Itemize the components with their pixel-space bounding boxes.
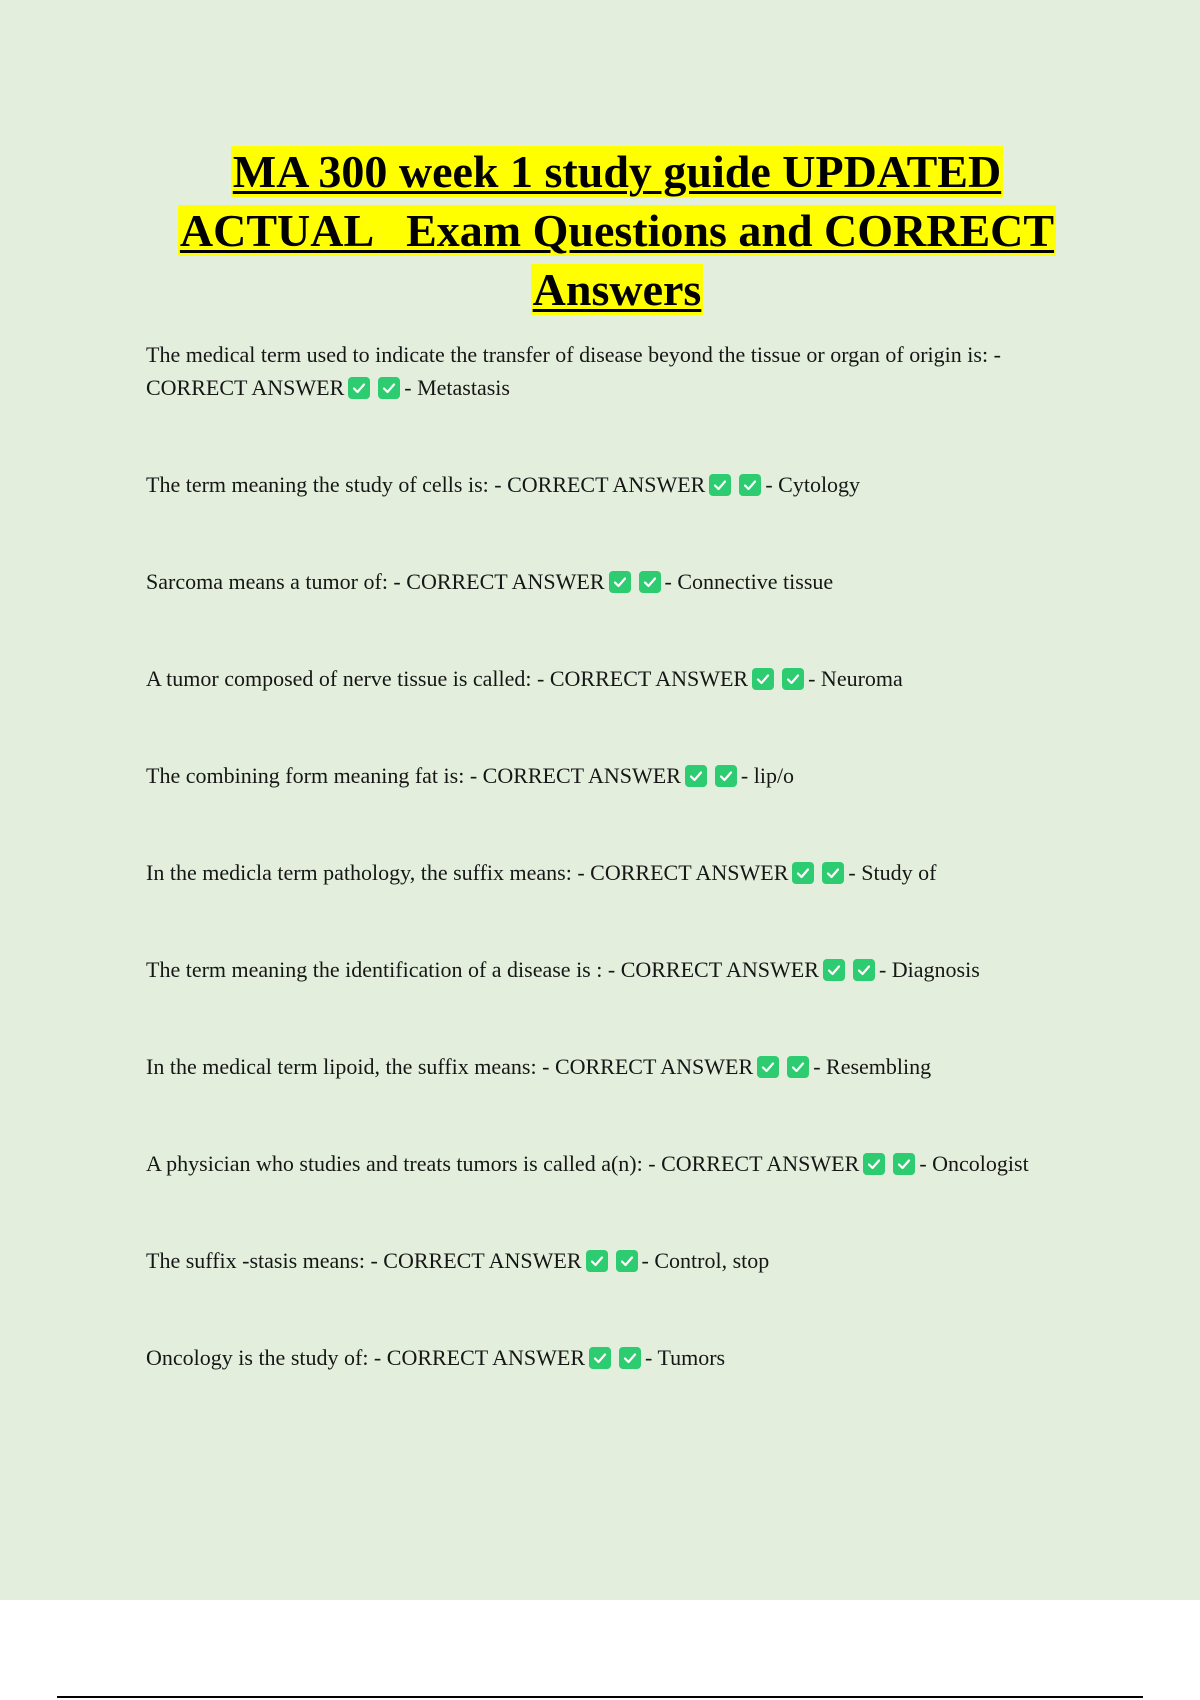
check-mark-icon: [715, 765, 737, 787]
qa-item: [146, 1244, 1096, 1277]
qa-item: [146, 565, 1096, 598]
qa-item: [146, 1147, 1096, 1180]
check-mark-icon: [823, 959, 845, 981]
qa-item: [146, 338, 1096, 404]
answer-text: - Connective tissue: [664, 569, 834, 594]
question-text: Sarcoma means a tumor of: -: [146, 569, 401, 594]
title-line: MA 300 week 1 study guide UPDATED: [232, 146, 1002, 197]
question-text: In the medical term lipoid, the suffix means: -: [146, 1054, 550, 1079]
correct-answer-label: CORRECT ANSWER: [146, 375, 345, 400]
check-mark-icon: [822, 862, 844, 884]
check-mark-icon: [787, 1056, 809, 1078]
answer-text: - Metastasis: [404, 375, 510, 400]
correct-answer-label: CORRECT ANSWER: [590, 860, 789, 885]
correct-answer-label: CORRECT ANSWER: [661, 1151, 860, 1176]
footer-divider: [57, 1696, 1143, 1698]
check-mark-icon: [782, 668, 804, 690]
check-mark-icon: [589, 1347, 611, 1369]
question-text: The term meaning the study of cells is: -: [146, 472, 502, 497]
answer-text: - Resembling: [813, 1054, 932, 1079]
document-title: [120, 142, 1114, 319]
correct-answer-label: CORRECT ANSWER: [549, 666, 749, 691]
check-mark-icon: [853, 959, 875, 981]
question-text: In the medicla term pathology, the suffix means: -: [146, 860, 585, 885]
check-mark-icon: [863, 1153, 885, 1175]
answer-text: - lip/o: [740, 763, 795, 788]
check-mark-icon: [348, 377, 370, 399]
title-line: Answers: [532, 264, 702, 315]
check-mark-icon: [792, 862, 814, 884]
qa-item: [146, 759, 1096, 792]
answer-text: - Oncologist: [919, 1151, 1029, 1176]
correct-answer-label: CORRECT ANSWER: [620, 957, 819, 982]
qa-item: [146, 953, 1096, 986]
answer-text: - Control, stop: [641, 1248, 770, 1273]
question-text: Oncology is the study of: -: [146, 1345, 382, 1370]
qa-item: [146, 1341, 1096, 1374]
correct-answer-label: CORRECT ANSWER: [507, 472, 706, 497]
question-text: The term meaning the identification of a disease is : -: [146, 957, 616, 982]
question-text: The medical term used to indicate the transfer of disease beyond the tissue or organ of origin is: -: [146, 342, 1001, 367]
check-mark-icon: [752, 668, 774, 690]
qa-list: [146, 338, 1096, 1438]
correct-answer-label: CORRECT ANSWER: [554, 1054, 754, 1079]
check-mark-icon: [616, 1250, 638, 1272]
check-mark-icon: [378, 377, 400, 399]
question-text: The combining form meaning fat is: -: [146, 763, 478, 788]
qa-item: [146, 1050, 1096, 1083]
answer-text: - Study of: [848, 860, 937, 885]
question-text: A tumor composed of nerve tissue is called: -: [146, 666, 545, 691]
answer-text: - Diagnosis: [878, 957, 980, 982]
question-text: A physician who studies and treats tumors is called a(n): -: [146, 1151, 656, 1176]
check-mark-icon: [639, 571, 661, 593]
qa-item: [146, 856, 1096, 889]
correct-answer-label: CORRECT ANSWER: [482, 763, 681, 788]
check-mark-icon: [619, 1347, 641, 1369]
check-mark-icon: [586, 1250, 608, 1272]
correct-answer-label: CORRECT ANSWER: [386, 1345, 586, 1370]
correct-answer-label: CORRECT ANSWER: [406, 569, 605, 594]
check-mark-icon: [609, 571, 631, 593]
answer-text: - Cytology: [765, 472, 861, 497]
answer-text: - Neuroma: [808, 666, 903, 691]
correct-answer-label: CORRECT ANSWER: [383, 1248, 582, 1273]
qa-item: [146, 662, 1096, 695]
check-mark-icon: [685, 765, 707, 787]
check-mark-icon: [757, 1056, 779, 1078]
title-line: ACTUAL Exam Questions and CORRECT: [179, 205, 1055, 256]
question-text: The suffix -stasis means: -: [146, 1248, 378, 1273]
qa-item: [146, 468, 1096, 501]
check-mark-icon: [739, 474, 761, 496]
check-mark-icon: [893, 1153, 915, 1175]
check-mark-icon: [709, 474, 731, 496]
answer-text: - Tumors: [645, 1345, 726, 1370]
